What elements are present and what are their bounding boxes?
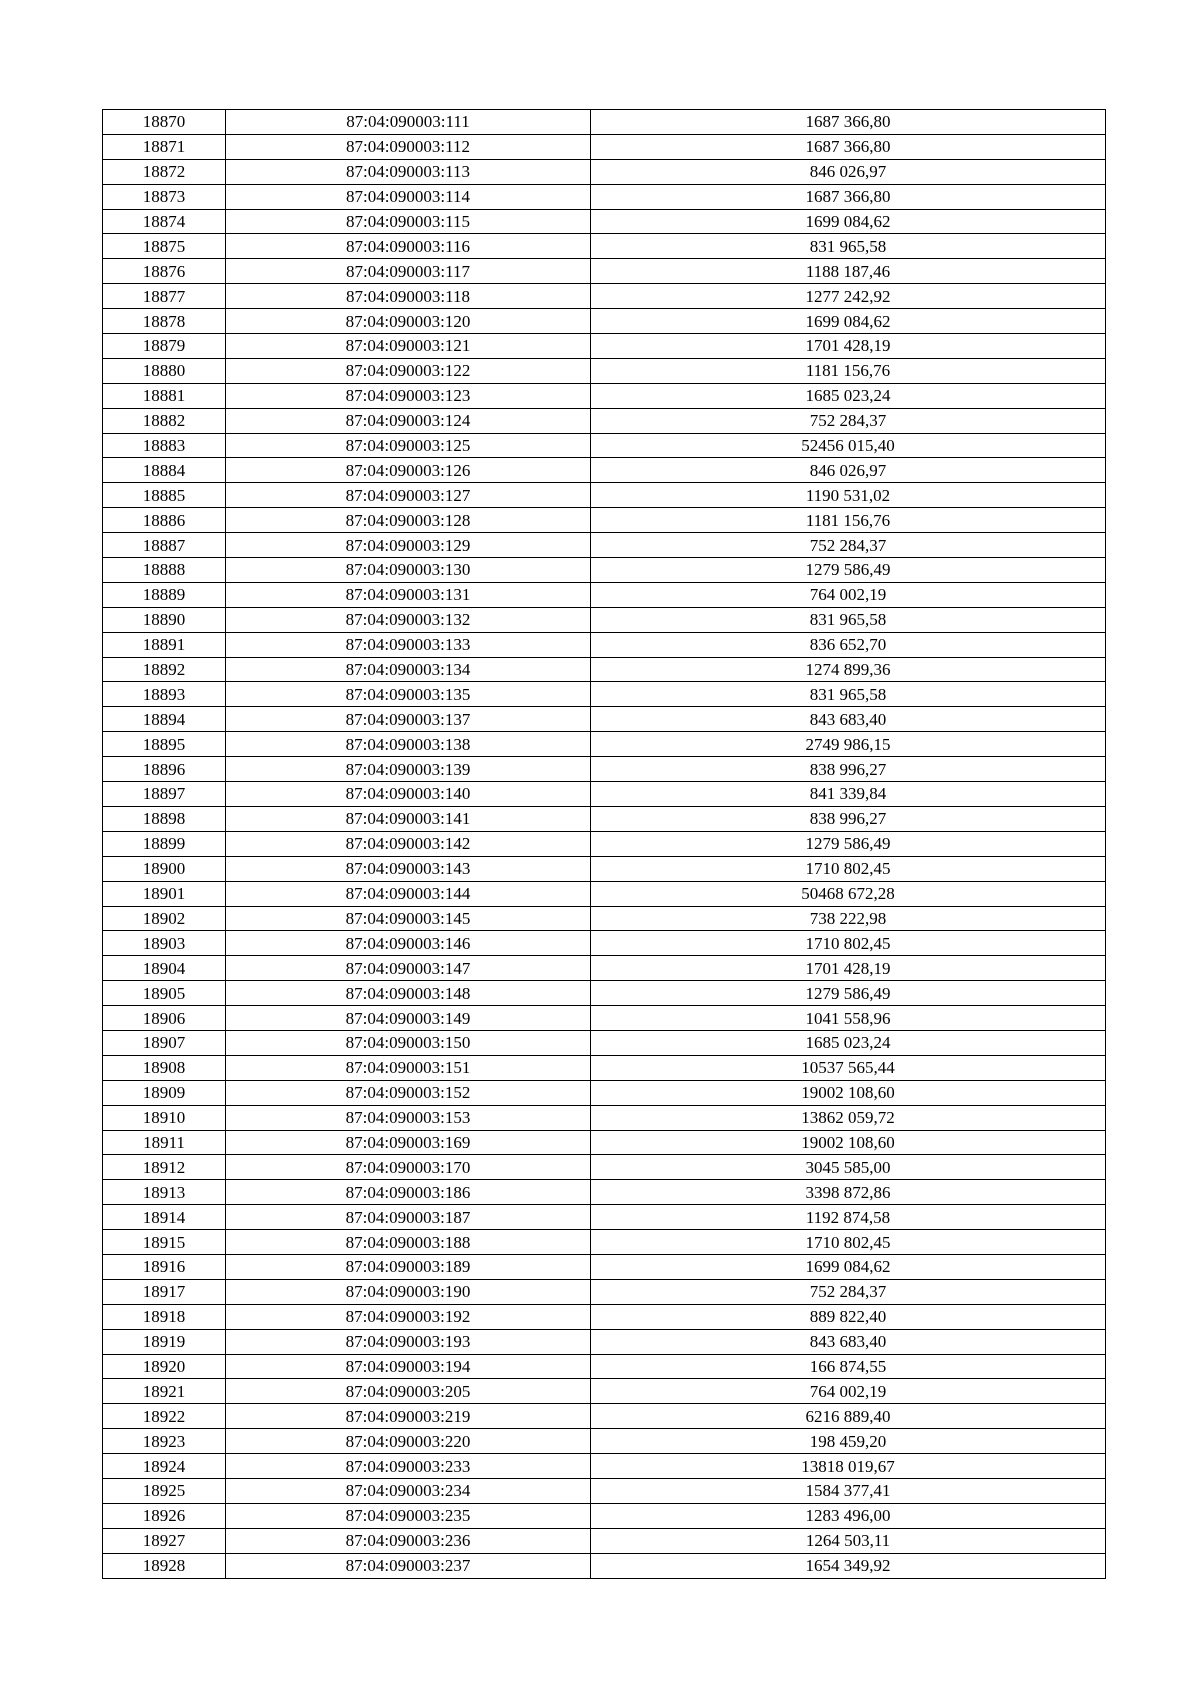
row-number-cell: 18918 [103,1304,226,1329]
cadastral-number-cell: 87:04:090003:125 [226,433,591,458]
cadastral-value-cell: 2749 986,15 [591,732,1106,757]
row-number-cell: 18872 [103,159,226,184]
cadastral-value-cell: 831 965,58 [591,682,1106,707]
cadastral-value-table [102,109,1106,1579]
table-row [103,1429,1106,1454]
cadastral-number-cell: 87:04:090003:133 [226,632,591,657]
table-row [103,433,1106,458]
table-row [103,1354,1106,1379]
table-row [103,831,1106,856]
cadastral-value-cell: 13818 019,67 [591,1454,1106,1479]
cadastral-value-cell: 843 683,40 [591,1329,1106,1354]
row-number-cell: 18873 [103,184,226,209]
row-number-cell: 18894 [103,707,226,732]
cadastral-value-cell: 1685 023,24 [591,1030,1106,1055]
cadastral-number-cell: 87:04:090003:131 [226,582,591,607]
table-row [103,184,1106,209]
row-number-cell: 18877 [103,284,226,309]
row-number-cell: 18898 [103,806,226,831]
cadastral-number-cell: 87:04:090003:169 [226,1130,591,1155]
table-row [103,956,1106,981]
cadastral-number-cell: 87:04:090003:220 [226,1429,591,1454]
row-number-cell: 18893 [103,682,226,707]
cadastral-value-cell: 1181 156,76 [591,508,1106,533]
cadastral-value-cell: 1264 503,11 [591,1528,1106,1553]
cadastral-value-cell: 1584 377,41 [591,1478,1106,1503]
cadastral-value-cell: 1188 187,46 [591,259,1106,284]
row-number-cell: 18928 [103,1553,226,1578]
cadastral-number-cell: 87:04:090003:187 [226,1205,591,1230]
row-number-cell: 18917 [103,1279,226,1304]
table-row [103,259,1106,284]
cadastral-value-cell: 831 965,58 [591,607,1106,632]
cadastral-number-cell: 87:04:090003:132 [226,607,591,632]
cadastral-number-cell: 87:04:090003:150 [226,1030,591,1055]
row-number-cell: 18878 [103,309,226,334]
cadastral-value-cell: 1710 802,45 [591,931,1106,956]
cadastral-number-cell: 87:04:090003:117 [226,259,591,284]
table-row [103,483,1106,508]
cadastral-value-cell: 6216 889,40 [591,1404,1106,1429]
cadastral-value-cell: 1687 366,80 [591,184,1106,209]
cadastral-value-cell: 1710 802,45 [591,856,1106,881]
cadastral-value-cell: 1181 156,76 [591,358,1106,383]
cadastral-value-cell: 889 822,40 [591,1304,1106,1329]
table-row [103,558,1106,583]
cadastral-number-cell: 87:04:090003:128 [226,508,591,533]
table-row [103,732,1106,757]
cadastral-number-cell: 87:04:090003:138 [226,732,591,757]
cadastral-number-cell: 87:04:090003:236 [226,1528,591,1553]
cadastral-number-cell: 87:04:090003:142 [226,831,591,856]
cadastral-number-cell: 87:04:090003:126 [226,458,591,483]
cadastral-value-cell: 1279 586,49 [591,981,1106,1006]
cadastral-number-cell: 87:04:090003:113 [226,159,591,184]
cadastral-number-cell: 87:04:090003:235 [226,1503,591,1528]
cadastral-number-cell: 87:04:090003:129 [226,533,591,558]
table-row [103,383,1106,408]
cadastral-value-cell: 1192 874,58 [591,1205,1106,1230]
table-row [103,1279,1106,1304]
cadastral-value-cell: 843 683,40 [591,707,1106,732]
row-number-cell: 18923 [103,1429,226,1454]
table-row [103,1180,1106,1205]
row-number-cell: 18919 [103,1329,226,1354]
table-row [103,209,1106,234]
row-number-cell: 18910 [103,1105,226,1130]
cadastral-value-cell: 198 459,20 [591,1429,1106,1454]
row-number-cell: 18897 [103,782,226,807]
row-number-cell: 18890 [103,607,226,632]
row-number-cell: 18903 [103,931,226,956]
cadastral-number-cell: 87:04:090003:112 [226,134,591,159]
cadastral-number-cell: 87:04:090003:189 [226,1254,591,1279]
row-number-cell: 18906 [103,1006,226,1031]
cadastral-value-cell: 752 284,37 [591,533,1106,558]
table-row [103,159,1106,184]
cadastral-number-cell: 87:04:090003:170 [226,1155,591,1180]
table-row [103,707,1106,732]
row-number-cell: 18879 [103,334,226,359]
cadastral-value-cell: 52456 015,40 [591,433,1106,458]
table-row [103,1105,1106,1130]
table-row [103,981,1106,1006]
row-number-cell: 18882 [103,408,226,433]
cadastral-value-cell: 846 026,97 [591,159,1106,184]
row-number-cell: 18905 [103,981,226,1006]
row-number-cell: 18876 [103,259,226,284]
cadastral-value-cell: 1685 023,24 [591,383,1106,408]
cadastral-value-cell: 1279 586,49 [591,831,1106,856]
cadastral-value-cell: 738 222,98 [591,906,1106,931]
row-number-cell: 18899 [103,831,226,856]
cadastral-number-cell: 87:04:090003:234 [226,1478,591,1503]
table-row [103,110,1106,135]
cadastral-value-cell: 831 965,58 [591,234,1106,259]
cadastral-value-cell: 1274 899,36 [591,657,1106,682]
cadastral-value-cell: 3398 872,86 [591,1180,1106,1205]
table-row [103,607,1106,632]
cadastral-number-cell: 87:04:090003:124 [226,408,591,433]
table-row [103,856,1106,881]
cadastral-number-cell: 87:04:090003:149 [226,1006,591,1031]
table-row [103,1379,1106,1404]
cadastral-number-cell: 87:04:090003:193 [226,1329,591,1354]
cadastral-value-cell: 1041 558,96 [591,1006,1106,1031]
row-number-cell: 18926 [103,1503,226,1528]
cadastral-number-cell: 87:04:090003:111 [226,110,591,135]
row-number-cell: 18891 [103,632,226,657]
row-number-cell: 18874 [103,209,226,234]
table-row [103,1254,1106,1279]
row-number-cell: 18892 [103,657,226,682]
row-number-cell: 18913 [103,1180,226,1205]
table-row [103,134,1106,159]
table-row [103,582,1106,607]
cadastral-number-cell: 87:04:090003:120 [226,309,591,334]
row-number-cell: 18925 [103,1478,226,1503]
table-row [103,1329,1106,1354]
cadastral-number-cell: 87:04:090003:140 [226,782,591,807]
cadastral-value-cell: 1687 366,80 [591,134,1106,159]
cadastral-number-cell: 87:04:090003:116 [226,234,591,259]
table-row [103,1155,1106,1180]
row-number-cell: 18912 [103,1155,226,1180]
cadastral-value-cell: 19002 108,60 [591,1080,1106,1105]
cadastral-value-cell: 764 002,19 [591,1379,1106,1404]
cadastral-number-cell: 87:04:090003:237 [226,1553,591,1578]
table-row [103,806,1106,831]
cadastral-number-cell: 87:04:090003:134 [226,657,591,682]
cadastral-number-cell: 87:04:090003:144 [226,881,591,906]
table-row [103,906,1106,931]
cadastral-number-cell: 87:04:090003:130 [226,558,591,583]
table-row [103,632,1106,657]
cadastral-value-cell: 1699 084,62 [591,209,1106,234]
table-row [103,458,1106,483]
row-number-cell: 18901 [103,881,226,906]
row-number-cell: 18886 [103,508,226,533]
cadastral-number-cell: 87:04:090003:192 [226,1304,591,1329]
row-number-cell: 18887 [103,533,226,558]
cadastral-number-cell: 87:04:090003:233 [226,1454,591,1479]
cadastral-value-cell: 752 284,37 [591,1279,1106,1304]
cadastral-value-cell: 166 874,55 [591,1354,1106,1379]
cadastral-value-cell: 1687 366,80 [591,110,1106,135]
table-row [103,1404,1106,1429]
table-row [103,334,1106,359]
row-number-cell: 18921 [103,1379,226,1404]
table-row [103,931,1106,956]
cadastral-number-cell: 87:04:090003:122 [226,358,591,383]
row-number-cell: 18914 [103,1205,226,1230]
cadastral-number-cell: 87:04:090003:135 [226,682,591,707]
table-row [103,1528,1106,1553]
table-body [103,110,1106,1579]
table-row [103,757,1106,782]
row-number-cell: 18871 [103,134,226,159]
table-row [103,1230,1106,1255]
table-row [103,533,1106,558]
row-number-cell: 18907 [103,1030,226,1055]
row-number-cell: 18908 [103,1055,226,1080]
cadastral-value-cell: 752 284,37 [591,408,1106,433]
cadastral-number-cell: 87:04:090003:188 [226,1230,591,1255]
cadastral-number-cell: 87:04:090003:186 [226,1180,591,1205]
cadastral-value-cell: 10537 565,44 [591,1055,1106,1080]
cadastral-value-cell: 1701 428,19 [591,334,1106,359]
cadastral-value-cell: 1701 428,19 [591,956,1106,981]
table-row [103,1205,1106,1230]
cadastral-value-cell: 1699 084,62 [591,309,1106,334]
table-row [103,1130,1106,1155]
row-number-cell: 18870 [103,110,226,135]
cadastral-value-cell: 838 996,27 [591,757,1106,782]
row-number-cell: 18909 [103,1080,226,1105]
cadastral-value-cell: 1277 242,92 [591,284,1106,309]
cadastral-number-cell: 87:04:090003:121 [226,334,591,359]
cadastral-number-cell: 87:04:090003:118 [226,284,591,309]
cadastral-value-cell: 764 002,19 [591,582,1106,607]
cadastral-number-cell: 87:04:090003:141 [226,806,591,831]
cadastral-value-cell: 50468 672,28 [591,881,1106,906]
cadastral-number-cell: 87:04:090003:146 [226,931,591,956]
table-row [103,234,1106,259]
table-row [103,1304,1106,1329]
row-number-cell: 18895 [103,732,226,757]
table-row [103,1030,1106,1055]
cadastral-number-cell: 87:04:090003:114 [226,184,591,209]
table-row [103,1553,1106,1578]
row-number-cell: 18927 [103,1528,226,1553]
row-number-cell: 18900 [103,856,226,881]
row-number-cell: 18875 [103,234,226,259]
cadastral-value-cell: 1279 586,49 [591,558,1106,583]
cadastral-number-cell: 87:04:090003:127 [226,483,591,508]
cadastral-number-cell: 87:04:090003:147 [226,956,591,981]
row-number-cell: 18884 [103,458,226,483]
row-number-cell: 18888 [103,558,226,583]
table-row [103,657,1106,682]
table-row [103,1080,1106,1105]
row-number-cell: 18911 [103,1130,226,1155]
cadastral-value-cell: 1654 349,92 [591,1553,1106,1578]
cadastral-number-cell: 87:04:090003:194 [226,1354,591,1379]
cadastral-number-cell: 87:04:090003:123 [226,383,591,408]
cadastral-value-cell: 13862 059,72 [591,1105,1106,1130]
cadastral-number-cell: 87:04:090003:137 [226,707,591,732]
table-row [103,408,1106,433]
cadastral-number-cell: 87:04:090003:152 [226,1080,591,1105]
cadastral-number-cell: 87:04:090003:148 [226,981,591,1006]
row-number-cell: 18915 [103,1230,226,1255]
table-row [103,782,1106,807]
cadastral-number-cell: 87:04:090003:151 [226,1055,591,1080]
row-number-cell: 18920 [103,1354,226,1379]
cadastral-number-cell: 87:04:090003:219 [226,1404,591,1429]
row-number-cell: 18896 [103,757,226,782]
table-row [103,682,1106,707]
table-row [103,1006,1106,1031]
cadastral-value-cell: 1710 802,45 [591,1230,1106,1255]
cadastral-value-cell: 846 026,97 [591,458,1106,483]
row-number-cell: 18880 [103,358,226,383]
cadastral-value-cell: 838 996,27 [591,806,1106,831]
row-number-cell: 18885 [103,483,226,508]
cadastral-value-cell: 1283 496,00 [591,1503,1106,1528]
table-row [103,1454,1106,1479]
cadastral-number-cell: 87:04:090003:145 [226,906,591,931]
table-row [103,284,1106,309]
cadastral-value-cell: 841 339,84 [591,782,1106,807]
row-number-cell: 18902 [103,906,226,931]
table-row [103,508,1106,533]
cadastral-number-cell: 87:04:090003:143 [226,856,591,881]
table-row [103,358,1106,383]
row-number-cell: 18883 [103,433,226,458]
row-number-cell: 18922 [103,1404,226,1429]
row-number-cell: 18916 [103,1254,226,1279]
row-number-cell: 18904 [103,956,226,981]
table-row [103,1503,1106,1528]
cadastral-value-cell: 836 652,70 [591,632,1106,657]
cadastral-value-cell: 3045 585,00 [591,1155,1106,1180]
table-row [103,309,1106,334]
cadastral-value-cell: 1190 531,02 [591,483,1106,508]
cadastral-number-cell: 87:04:090003:153 [226,1105,591,1130]
table-row [103,881,1106,906]
cadastral-number-cell: 87:04:090003:190 [226,1279,591,1304]
cadastral-number-cell: 87:04:090003:115 [226,209,591,234]
cadastral-value-cell: 19002 108,60 [591,1130,1106,1155]
table-row [103,1478,1106,1503]
row-number-cell: 18889 [103,582,226,607]
cadastral-value-cell: 1699 084,62 [591,1254,1106,1279]
row-number-cell: 18924 [103,1454,226,1479]
table-row [103,1055,1106,1080]
cadastral-number-cell: 87:04:090003:139 [226,757,591,782]
row-number-cell: 18881 [103,383,226,408]
cadastral-number-cell: 87:04:090003:205 [226,1379,591,1404]
